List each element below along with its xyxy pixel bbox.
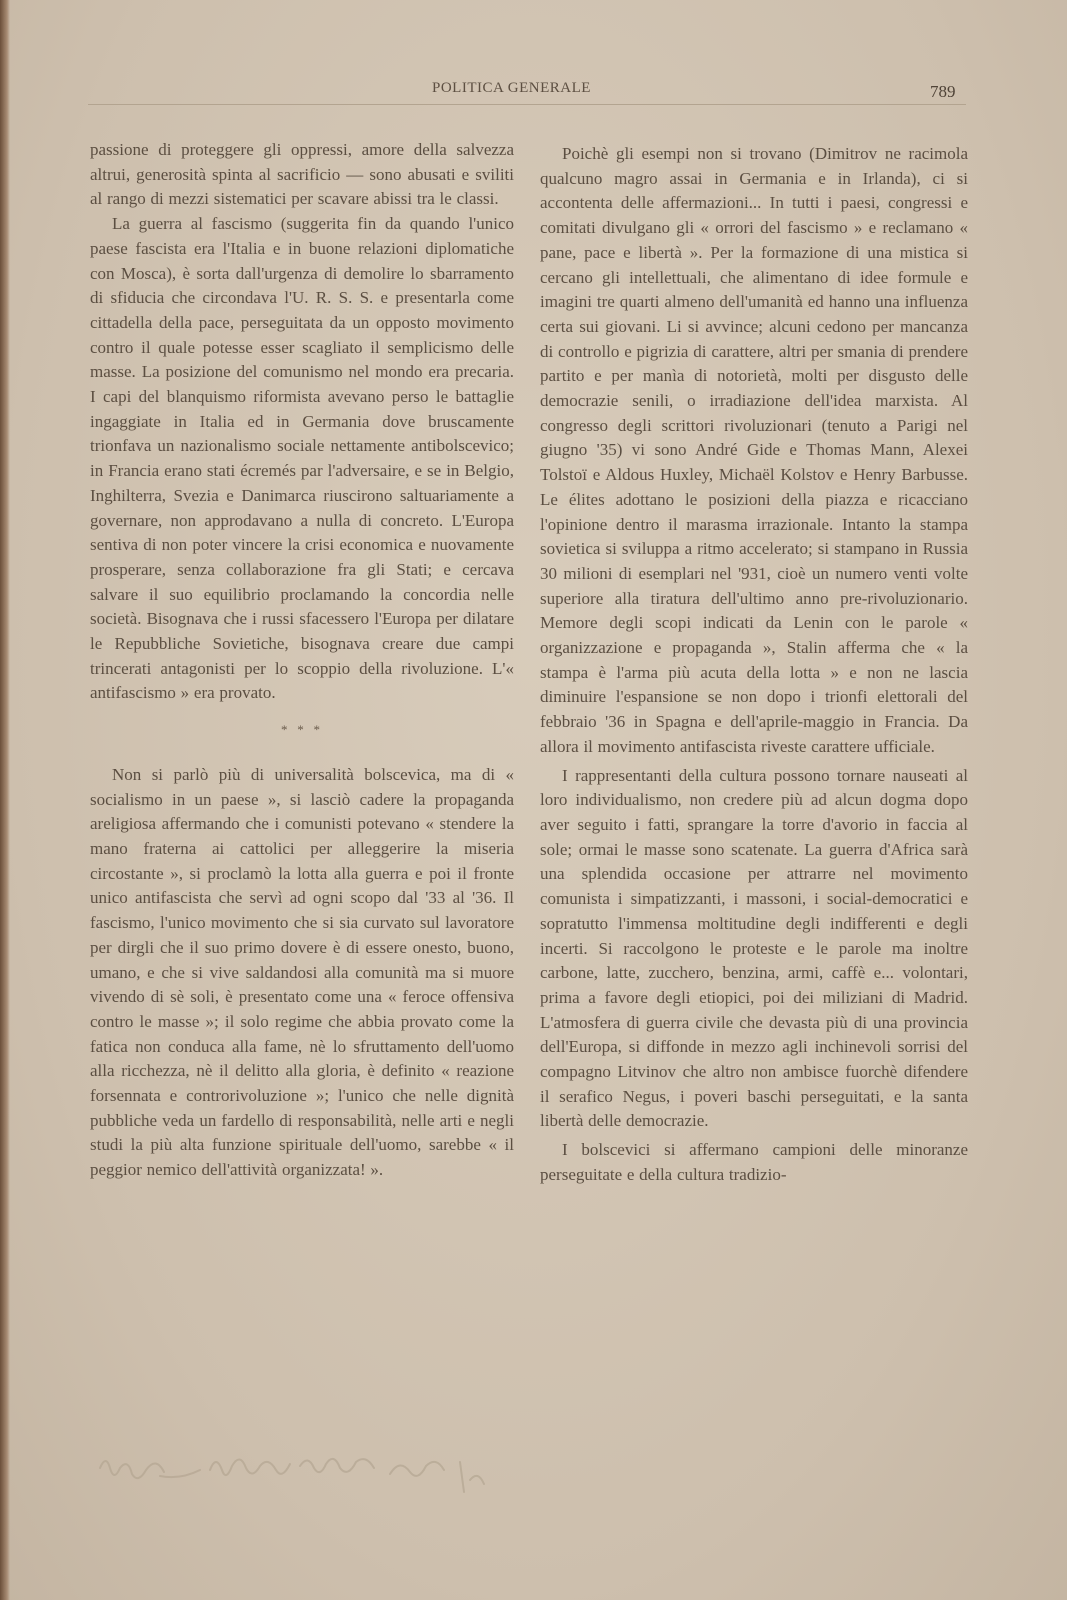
left-paragraph-2: La guerra al fascismo (suggerita fin da quando l'unico paese fascista era l'Italia e in buone relazioni diplomatiche con Mosca), è sorta dall'urgenza di demolire lo sbarramento di sfiducia che circondava l'U. R. S. S. e presentarla come cittadella della pace, perseguitata da un opposto movimento contro il quale potesse esser scagliato il semplicismo delle masse. La posizione del comunismo nel mondo era precaria. I capi del blanquismo riformista avevano perso le battaglie ingaggiate in Italia ed in Germania dove bruscamente trionfava un nazionalismo sociale nettamente antibolscevico; in Francia erano stati écremés par l'adversaire, e se in Belgio, Inghilterra, Svezia e Danimarca riuscirono saltuariamente a governare, non approdavano a nulla di concreto. L'Europa sentiva di non poter vincere la crisi economica e nuovamente prosperare, senza collaborazione fra gli Stati; e cercava salvare il suo equilibrio proclamando la concordia nelle società. Bisognava che i russi sfacessero l'Europa per dilatare le Repubbliche Sovietiche, bisognava creare due campi trincerati antagonisti per lo scoppio della rivoluzione. L'« antifascismo » era provato. xyxy=(90,214,514,703)
page-spine-shadow xyxy=(0,0,10,1600)
running-title: POLITICA GENERALE xyxy=(432,80,591,96)
right-paragraph-3: I bolscevici si affermano campioni delle minoranze perseguitate e della cultura tradizio- xyxy=(540,1140,968,1184)
header-rule xyxy=(88,104,966,105)
section-separator: * * * xyxy=(281,722,323,738)
running-header xyxy=(0,76,1067,102)
right-column xyxy=(540,142,968,1188)
page-number: 789 xyxy=(930,82,956,101)
right-paragraph-1: Poichè gli esempi non si trovano (Dimitrov ne racimola qualcuno magro assai in Germania e in Irlanda), ci si accontenta delle affermazioni... In tutti i paesi, congressi e comitati divulgano gli « orrori del fascismo » e reclamano « pane, pace e libertà ». Per la formazione di una mistica si cercano gli intellettuali, che alimentano di idee formule e imagini tre quarti almeno dell'umanità ed hanno una influenza certa sui giovani. Li si avvince; alcuni cedono per mancanza di controllo e pigrizia di carattere, altri per smania di prendere partito e per manìa di notorietà, molti per disgusto delle democrazie senili, o irradiazione dell'idea marxista. Al congresso degli scrittori rivoluzionari (tenuto a Parigi nel giugno '35) vi sono André Gide e Thomas Mann, Alexei Tolstoï e Aldous Huxley, Michaël Kolstov e Henry Barbusse. Le élites adottano le posizioni della piazza e ricacciano l'opinione dentro il marasma irrazionale. Intanto la stampa sovietica si sviluppa a ritmo accelerato; si stampano in Russia 30 milioni di esemplari nel '931, cioè un numero venti volte superiore alla tiratura dell'ultimo anno pre-rivoluzionario. Memore degli scopi indicati da Lenin con le parole « organizzazione e propaganda », Stalin afferma che « la stampa è l'arma più acuta della lotta » e non ne lascia diminuire l'espansione se non dopo i trionfi elettorali del febbraio '36 in Spagna e dell'aprile-maggio in Francia. Da allora il movimento antifascista riveste carattere ufficiale. xyxy=(540,144,968,756)
left-paragraph-3: Non si parlò più di universalità bolscevica, ma di « socialismo in un paese », si lasciò cadere la propaganda areligiosa affermando che i comunisti potevano « stendere la mano fraterna ai cattolici per alleggerire la miseria circostante », si proclamò la lotta alla guerra e poi il fronte unico antifascista che servì ad ogni scopo dal '33 al '36. Il fascismo, l'unico movimento che si sia curvato sul lavoratore per dirgli che il suo primo dovere è di essere onesto, buono, umano, e che si vive saldandosi alla comunità ma si muore vivendo di sè soli, è presentato come una « feroce offensiva contro le masse »; il solo regime che abbia provato come la fatica non conduca alla fame, nè lo sfruttamento dell'uomo alla ricchezza, nè il delitto alla gloria, è definito « reazione forsennata e controrivoluzione »; l'unico che nelle dignità pubbliche veda un fardello di responsabilità, nelle arti e negli studi la più alta funzione spirituale dell'uomo, sarebbe « il peggior nemico dell'attività organizzata! ». xyxy=(90,764,514,1180)
right-paragraph-2: I rappresentanti della cultura possono tornare nauseati al loro individualismo, non credere più ad alcun dogma dopo aver seguito i fatti, sprangare la torre d'avorio in faccia al sole; ormai le masse sono scatenate. La guerra d'Africa sarà una splendida occasione per attrarre nel movimento comunista i simpatizzanti, i massoni, i social-democratici e sopratutto l'immensa moltitudine degli indifferenti e degli incerti. Si raccolgono le proteste e le parole ma inoltre carbone, latte, zucchero, benzina, armi, caffè e... volontari, prima a favore degli etiopici, poi dei miliziani di Madrid. L'atmosfera di guerra civile che devasta più di una provincia dell'Europa, si diffonde in mezzo agli inchinevoli sorrisi del compagno Litvinov che altro non ambisce fuorchè difendere il serafico Negus, i poveri baschi perseguitati, e la santa libertà delle democrazie. xyxy=(540,765,968,1131)
left-paragraph-1: passione di proteggere gli oppressi, amore della salvezza altrui, generosità spinta al sacrificio — sono abusati e sviliti al rango di mezzi sistematici per scavare abissi tra le classi. xyxy=(90,140,514,209)
left-column xyxy=(90,138,514,1183)
handwritten-annotation xyxy=(90,1440,530,1500)
